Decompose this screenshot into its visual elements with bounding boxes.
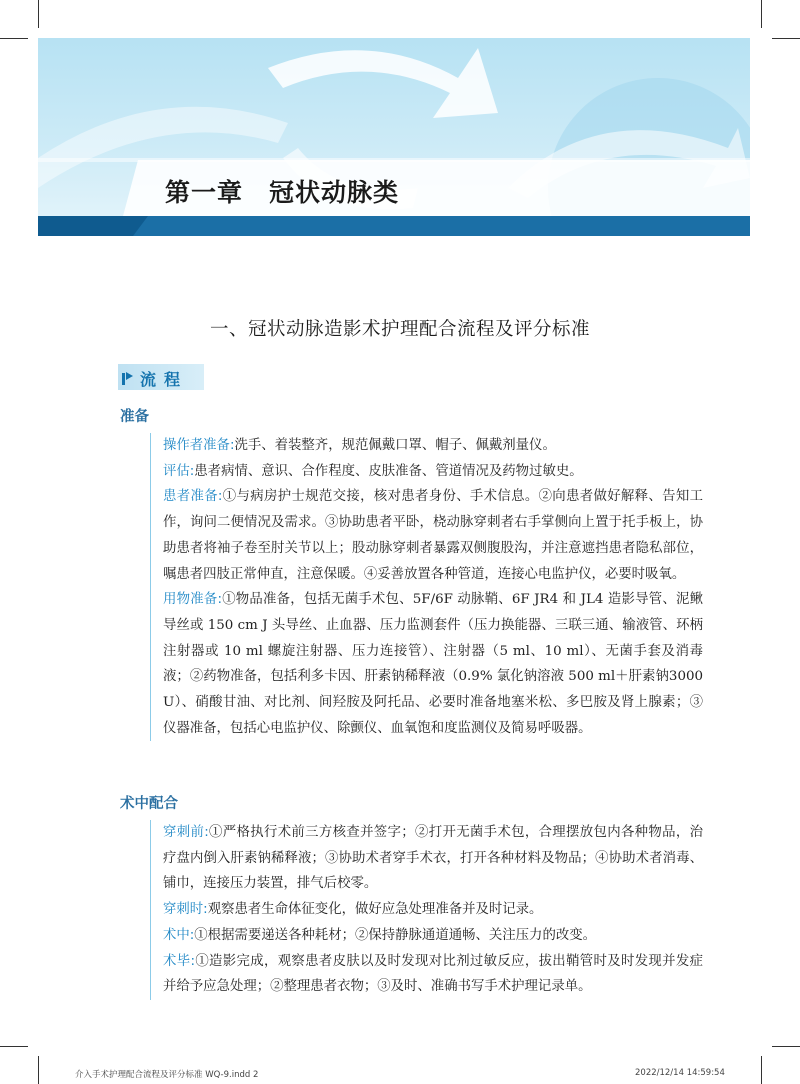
- list-item: [163, 587, 703, 741]
- preparation-heading: 准备: [120, 409, 149, 425]
- chapter-title: 第一章 冠状动脉类: [165, 178, 400, 207]
- crop-mark: [761, 1056, 762, 1084]
- crop-mark: [772, 1046, 800, 1047]
- list-item: [163, 433, 703, 459]
- list-item: [163, 459, 703, 485]
- crop-mark: [38, 0, 39, 28]
- crop-mark: [772, 38, 800, 39]
- footer-timestamp: 2022/12/14 14:59:54: [635, 1068, 725, 1078]
- list-item: [163, 923, 703, 949]
- crop-mark: [0, 1046, 28, 1047]
- flow-tag-label: 流程: [140, 370, 189, 389]
- item-label: 穿刺前:: [163, 825, 209, 840]
- list-item: [163, 897, 703, 923]
- crop-mark: [38, 1056, 39, 1084]
- item-label: 评估:: [163, 463, 195, 479]
- section-marker-icon: [122, 371, 134, 385]
- footer-filename: 介入手术护理配合流程及评分标准 WQ-9.indd 2: [75, 1070, 259, 1080]
- item-text: ①物品准备，包括无菌手术包、5F/6F 动脉鞘、6F JR4 和 JL4 造影导管、泥鳅导丝或 150 cm J 头导丝、止血器、压力监测套件（压力换能器、三联三通、输液管、环柄注射器或 10 ml 螺旋注射器、压力连接管）、注射器（5 ml、10 ml）、无菌手套及消毒液；②药物准备，包括利多卡因、肝素钠稀释液（0.9% 氯化钠溶液 500 ml＋肝素钠3000 U）、硝酸甘油、对比剂、间羟胺及阿托品、必要时准备地塞米松、多巴胺及肾上腺素；③仪器准备，包括心电监护仪、除颤仪、血氧饱和度监测仪及简易呼吸器。: [163, 592, 703, 736]
- item-text: ①与病房护士规范交接，核对患者身份、手术信息。②向患者做好解释、告知工作，询问二便情况及需求。③协助患者平卧，桡动脉穿刺者右手掌侧向上置于托手板上，协助患者将袖子卷至肘关节以上；股动脉穿刺者暴露双侧腹股沟，并注意遮挡患者隐私部位，嘱患者四肢正常伸直，注意保暖。④妥善放置各种管道，连接心电监护仪，必要时吸氧。: [163, 489, 703, 582]
- section-heading: 一、冠状动脉造影术护理配合流程及评分标准: [209, 319, 590, 340]
- item-text: 观察患者生命体征变化，做好应急处理准备并及时记录。: [207, 902, 543, 918]
- item-label: 穿刺时:: [163, 902, 208, 918]
- flow-tag: [118, 364, 204, 390]
- list-item: [163, 820, 703, 897]
- crop-mark: [761, 0, 762, 28]
- intraop-heading: 术中配合: [120, 796, 178, 812]
- list-item: [163, 949, 703, 1000]
- list-item: [163, 484, 703, 587]
- item-label: 操作者准备:: [163, 438, 235, 453]
- item-label: 术中:: [163, 927, 195, 943]
- item-text: ①造影完成，观察患者皮肤以及时发现对比剂过敏反应，拔出鞘管时及时发现并发症并给予应急处理；②整理患者衣物；③及时、准确书写手术护理记录单。: [163, 953, 704, 995]
- item-label: 患者准备:: [163, 489, 223, 505]
- item-label: 用物准备:: [163, 592, 222, 608]
- item-label: 术毕:: [163, 953, 195, 969]
- item-text: ①严格执行术前三方核查并签字；②打开无菌手术包，合理摆放包内各种物品，治疗盘内倒入肝素钠稀释液；③协助术者穿手术衣，打开各种材料及物品；④协助术者消毒、铺巾，连接压力装置，排气后校零。: [163, 825, 703, 892]
- preparation-list: [150, 433, 703, 741]
- intraop-list: [150, 820, 703, 1000]
- crop-mark: [0, 38, 28, 39]
- item-text: ①根据需要递送各种耗材；②保持静脉通道通畅、关注压力的改变。: [194, 927, 597, 943]
- item-text: 洗手、着装整齐，规范佩戴口罩、帽子、佩戴剂量仪。: [234, 438, 556, 453]
- item-text: 患者病情、意识、合作程度、皮肤准备、管道情况及药物过敏史。: [194, 463, 583, 479]
